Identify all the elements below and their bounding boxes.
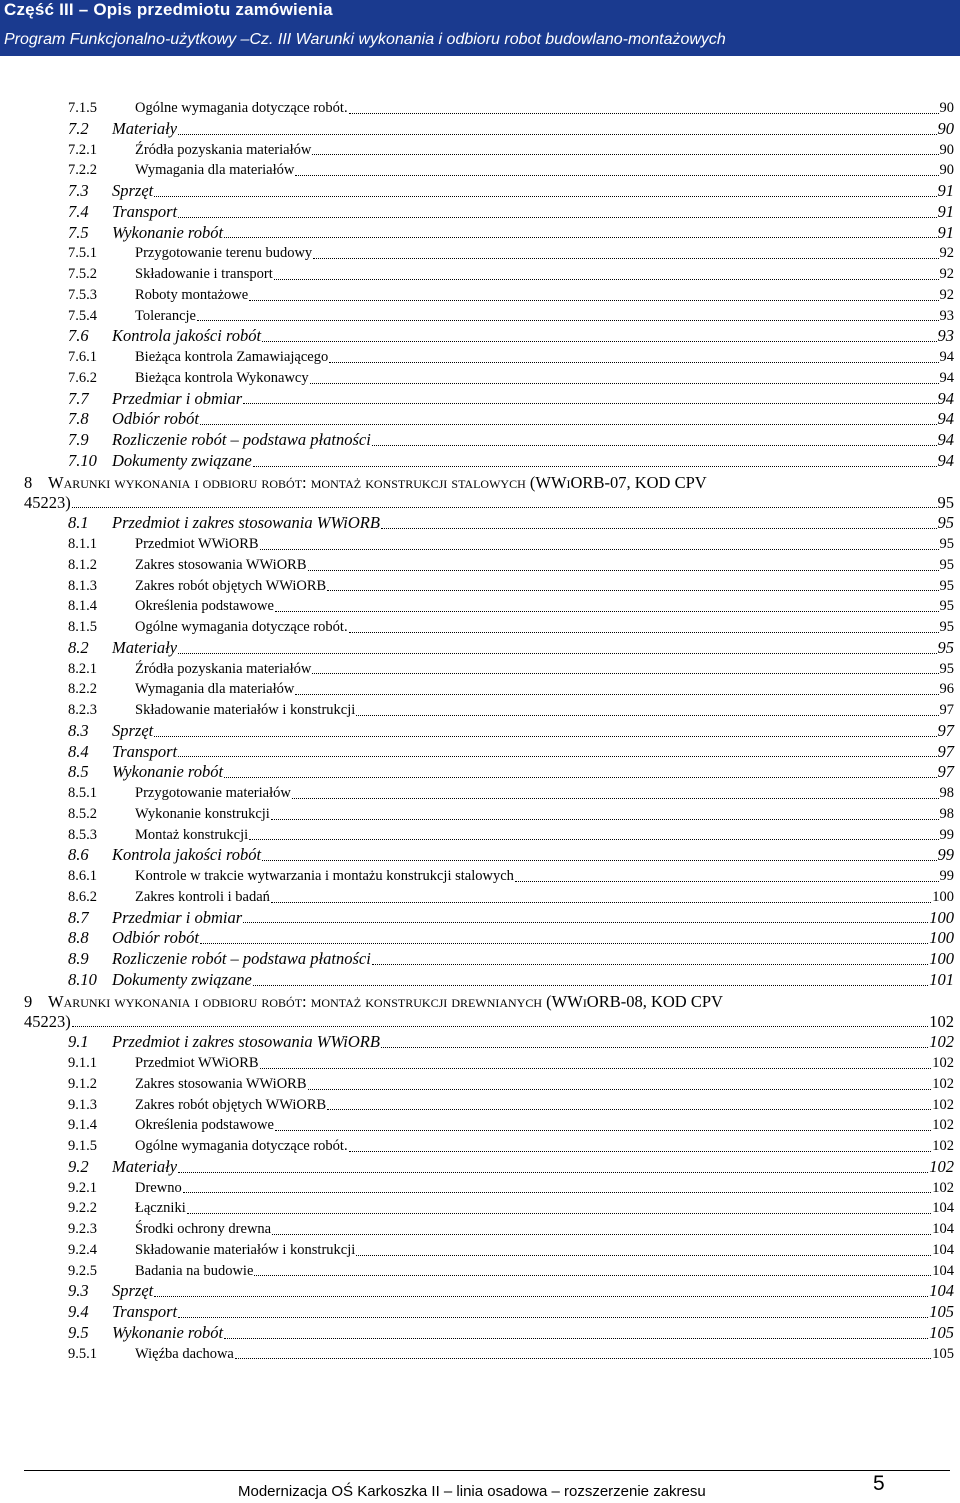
toc-entry-page: 105 [929, 1302, 954, 1321]
toc-entry-number: 8.6 [68, 845, 89, 865]
toc-entry-page: 94 [937, 388, 954, 408]
toc-entry-title: Rozliczenie robót – podstawa płatności [112, 949, 371, 968]
toc-entry-number: 7.2.2 [68, 162, 97, 179]
toc-entry-number: 9.2.2 [68, 1200, 97, 1217]
toc-entry-page: 104 [931, 1198, 954, 1219]
toc-entry-page: 97 [937, 762, 954, 782]
toc-entry-page: 90 [939, 98, 955, 119]
toc-entry-page: 93 [937, 326, 954, 346]
toc-entry-title: Dokumenty związane [112, 969, 252, 989]
toc-entry-title: Odbiór robót [112, 409, 199, 429]
toc-entry-title: Przedmiar i obmiar [112, 388, 243, 408]
toc-entry-title: Montaż konstrukcji [135, 825, 249, 846]
toc-dot-leader [254, 1256, 931, 1277]
toc-entry-title: Kontrola jakości robót [112, 845, 262, 865]
toc-dot-leader [515, 861, 939, 882]
toc-entry-title: Badania na budowie [135, 1261, 254, 1282]
toc-entry-page: 98 [939, 783, 955, 804]
toc-dot-leader [312, 654, 939, 675]
toc-entry-page: 92 [939, 285, 955, 306]
toc-entry-page: 91 [937, 201, 954, 221]
toc-entry-number: 9 [24, 991, 33, 1011]
toc-entry-number: 7.6.1 [68, 349, 97, 365]
toc-dot-leader [275, 591, 939, 612]
toc-entry-page: 99 [937, 845, 954, 865]
toc-entry-page: 105 [931, 1344, 954, 1365]
toc-entry-number: 9.1.1 [68, 1055, 97, 1071]
toc-entry-page: 91 [937, 222, 954, 242]
document-header [0, 0, 960, 56]
toc-entry-number: 8.10 [68, 969, 97, 989]
toc-dot-leader [178, 737, 937, 758]
toc-dot-leader [295, 674, 939, 695]
toc-entry-page: 90 [939, 160, 955, 181]
toc-dot-leader [356, 695, 939, 716]
toc-entry-title: Zakres stosowania WWiORB [135, 555, 308, 576]
toc-entry-title: Materiały [112, 637, 178, 657]
toc-entry-page: 95 [939, 659, 955, 680]
toc-entry-number: 9.2.1 [68, 1179, 97, 1196]
toc-dot-leader [154, 1276, 928, 1297]
toc-entry-number: 9.2.3 [68, 1221, 97, 1237]
toc-dot-leader [200, 923, 928, 944]
toc-entry[interactable] [24, 970, 954, 991]
toc-entry-page: 102 [931, 1074, 954, 1095]
toc-entry-title: Sprzęt [112, 181, 154, 200]
toc-entry-title: Sprzęt [112, 720, 154, 740]
toc-entry-title: Dokumenty związane [112, 450, 252, 470]
toc-entry-page: 93 [939, 306, 955, 327]
toc-dot-leader [310, 363, 939, 384]
toc-entry-title: Odbiór robót [112, 928, 199, 948]
toc-entry-page: 97 [939, 700, 955, 721]
toc-entry-page: 104 [929, 1281, 954, 1301]
toc-entry-number: 9.1 [68, 1032, 89, 1052]
toc-entry-number: 8.7 [68, 907, 89, 927]
toc-entry-title: Zakres robót objętych WWiORB [135, 576, 327, 597]
toc-entry-title: Przedmiar i obmiar [112, 907, 243, 927]
toc-entry-title: Bieżąca kontrola Wykonawcy [135, 368, 310, 389]
toc-dot-leader [178, 197, 937, 218]
toc-dot-leader [72, 1007, 928, 1028]
toc-entry-page: 101 [929, 969, 954, 989]
toc-dot-leader [271, 882, 931, 903]
toc-entry-page: 102 [929, 1011, 954, 1031]
toc-entry-title: Ogólne wymagania dotyczące robót. [135, 1136, 349, 1157]
toc-entry-number: 8.1.5 [68, 619, 97, 635]
toc-dot-leader [313, 238, 939, 259]
toc-entry-number: 8 [24, 472, 33, 492]
toc-entry-number: 7.1.5 [68, 100, 97, 116]
toc-entry-title: Środki ochrony drewna [135, 1219, 272, 1240]
toc-entry-page: 104 [931, 1240, 954, 1261]
toc-entry-title: Warunki wykonania i odbioru robót: montaż konstrukcji stalowych (WWiORB-07, KOD CPV [48, 472, 707, 492]
toc-entry[interactable] [24, 451, 954, 472]
toc-dot-leader [271, 799, 939, 820]
toc-entry-title: Kontrole w trakcie wytwarzania i montażu konstrukcji stalowych [135, 866, 515, 887]
toc-entry-page: 95 [939, 576, 955, 597]
toc-entry-title: Zakres robót objętych WWiORB [135, 1095, 327, 1116]
toc-entry-title: Źródła pozyskania materiałów [135, 659, 312, 680]
toc-entry-number: 7.9 [68, 430, 89, 449]
toc-dot-leader [154, 716, 937, 737]
toc-dot-leader [224, 218, 937, 239]
toc-dot-leader [249, 280, 939, 301]
toc-entry-number: 8.6.2 [68, 888, 97, 905]
toc-entry[interactable] [24, 1344, 954, 1365]
toc-dot-leader [349, 93, 939, 114]
toc-dot-leader [178, 1297, 928, 1318]
toc-dot-leader [243, 903, 928, 924]
toc-entry-title: Bieżąca kontrola Zamawiającego [135, 347, 329, 368]
toc-entry-title: Zakres kontroli i badań [135, 887, 271, 908]
toc-entry-number: 7.5 [68, 222, 89, 242]
toc-entry-number: 8.2 [68, 637, 89, 657]
toc-entry-page: 90 [937, 118, 954, 138]
toc-dot-leader [262, 321, 937, 342]
toc-entry-number: 7.7 [68, 388, 89, 408]
toc-entry-number: 8.5.1 [68, 785, 97, 801]
toc-entry-number: 7.8 [68, 409, 89, 429]
toc-entry-number: 8.9 [68, 949, 89, 968]
toc-entry-title: Drewno [135, 1178, 183, 1199]
toc-entry-title: Wymagania dla materiałów [135, 679, 295, 700]
toc-entry-title: Przygotowanie materiałów [135, 783, 292, 804]
toc-dot-leader [372, 425, 937, 446]
toc-entry-title: Wymagania dla materiałów [135, 160, 295, 181]
toc-entry-page: 102 [931, 1095, 954, 1116]
toc-entry-page: 102 [931, 1053, 954, 1074]
toc-entry-number: 7.3 [68, 181, 89, 200]
toc-entry-title: Łączniki [135, 1198, 187, 1219]
toc-dot-leader [178, 633, 937, 654]
toc-entry-page: 102 [929, 1156, 954, 1176]
toc-entry-title: Składowanie materiałów i konstrukcji [135, 700, 356, 721]
toc-entry-page: 100 [929, 907, 954, 927]
toc-entry-title: Ogólne wymagania dotyczące robót. [135, 617, 349, 638]
toc-entry-number: 9.5.1 [68, 1345, 97, 1362]
toc-dot-leader [224, 1318, 928, 1339]
toc-entry-page: 90 [939, 140, 955, 161]
toc-dot-leader [249, 820, 939, 841]
toc-entry-title: Przedmiot i zakres stosowania WWiORB [112, 1032, 380, 1052]
toc-entry-title: Składowanie materiałów i konstrukcji [135, 1240, 356, 1261]
toc-entry-page: 102 [931, 1115, 954, 1136]
toc-entry-number: 9.4 [68, 1302, 89, 1321]
toc-entry-page: 94 [939, 368, 955, 389]
toc-entry-number: 8.1.3 [68, 577, 97, 594]
toc-entry-page: 95 [937, 637, 954, 657]
toc-entry-page: 102 [929, 1032, 954, 1052]
header-subtitle: Program Funkcjonalno-użytkowy –Cz. III Warunki wykonania i odbioru robot budowlano-montażowych [4, 31, 726, 48]
toc-entry-page: 95 [939, 534, 955, 555]
toc-entry-number: 8.2.1 [68, 660, 97, 677]
toc-entry-number: 8.5.2 [68, 805, 97, 822]
toc-entry-page: 94 [937, 409, 954, 429]
toc-entry-number: 9.5 [68, 1322, 89, 1342]
toc-entry-number: 7.5.1 [68, 245, 97, 262]
toc-entry-page: 104 [931, 1261, 954, 1282]
toc-entry-page: 95 [937, 492, 954, 512]
toc-entry-page: 94 [937, 450, 954, 470]
toc-entry-title: Więźba dachowa [135, 1344, 235, 1365]
toc-entry-number: 8.5.3 [68, 826, 97, 843]
toc-entry-title: Rozliczenie robót – podstawa płatności [112, 430, 371, 449]
toc-entry-title: Składowanie i transport [135, 264, 274, 285]
toc-entry-title: Określenia podstawowe [135, 596, 275, 617]
toc-entry-number: 7.5.4 [68, 307, 97, 324]
toc-entry-page: 102 [931, 1178, 954, 1199]
toc-entry-page: 92 [939, 264, 955, 285]
toc-entry-number: 7.6.2 [68, 369, 97, 386]
toc-entry-page: 100 [931, 887, 954, 908]
toc-entry-title: Ogólne wymagania dotyczące robót. [135, 98, 349, 119]
footer-divider [24, 1470, 950, 1471]
toc-entry-title: Materiały [112, 1156, 178, 1176]
toc-entry-title: Transport [112, 1302, 178, 1321]
toc-entry-page: 97 [937, 720, 954, 740]
toc-dot-leader [295, 155, 939, 176]
toc-entry-number: 8.3 [68, 720, 89, 740]
toc-entry-title: Wykonanie robót [112, 762, 224, 782]
toc-entry-page: 105 [929, 1322, 954, 1342]
toc-dot-leader [312, 135, 939, 156]
toc-entry-page: 95 [939, 596, 955, 617]
page-number: 5 [873, 1472, 885, 1495]
toc-entry-title: Przedmiot WWiORB [135, 1053, 260, 1074]
toc-entry-page: 99 [939, 825, 955, 846]
toc-entry-title: Zakres stosowania WWiORB [135, 1074, 308, 1095]
toc-dot-leader [187, 1193, 931, 1214]
toc-entry-title: Przygotowanie terenu budowy [135, 243, 313, 264]
toc-entry-number: 9.2 [68, 1156, 89, 1176]
toc-entry-number: 9.2.4 [68, 1241, 97, 1258]
toc-entry-number: 7.6 [68, 326, 89, 346]
footer-text: Modernizacja OŚ Karkoszka II – linia osadowa – rozszerzenie zakresu [238, 1483, 706, 1500]
toc-entry-number: 7.2 [68, 118, 89, 138]
toc-entry-title: 45223) [24, 1011, 71, 1031]
toc-entry-number: 8.2.2 [68, 681, 97, 698]
toc-dot-leader [274, 259, 939, 280]
toc-entry-number: 7.2.1 [68, 141, 97, 158]
toc-dot-leader [72, 488, 937, 509]
toc-entry-page: 95 [939, 555, 955, 576]
toc-entry-page: 95 [937, 513, 954, 533]
toc-entry-title: 45223) [24, 492, 71, 512]
toc-dot-leader [253, 446, 937, 467]
toc-dot-leader [327, 571, 939, 592]
toc-dot-leader [154, 176, 937, 197]
toc-dot-leader [262, 840, 937, 861]
toc-dot-leader [197, 301, 939, 322]
toc-entry-number: 7.4 [68, 201, 89, 221]
toc-dot-leader [308, 550, 939, 571]
toc-dot-leader [224, 757, 937, 778]
toc-entry-page: 94 [939, 347, 955, 368]
document-footer [0, 1470, 960, 1503]
toc-dot-leader [272, 1214, 931, 1235]
toc-entry-number: 9.1.2 [68, 1075, 97, 1092]
toc-entry-page: 95 [939, 617, 955, 638]
toc-entry-title: Wykonanie robót [112, 222, 224, 242]
toc-entry-title: Określenia podstawowe [135, 1115, 275, 1136]
toc-entry-number: 8.1.2 [68, 556, 97, 573]
toc-dot-leader [308, 1069, 931, 1090]
toc-dot-leader [372, 944, 928, 965]
toc-entry-number: 7.10 [68, 450, 97, 470]
toc-entry-number: 9.1.4 [68, 1117, 97, 1134]
toc-entry-title: Warunki wykonania i odbioru robót: montaż konstrukcji drewnianych (WWiORB-08, KOD CPV [48, 991, 723, 1011]
toc-entry-title: Transport [112, 741, 178, 761]
toc-dot-leader [178, 114, 937, 135]
toc-entry-title: Tolerancje [135, 306, 197, 327]
toc-dot-leader [381, 1027, 928, 1048]
toc-dot-leader [178, 1152, 928, 1173]
toc-entry-page: 102 [931, 1136, 954, 1157]
toc-entry-title: Źródła pozyskania materiałów [135, 140, 312, 161]
toc-entry-title: Roboty montażowe [135, 285, 249, 306]
toc-entry-number: 9.3 [68, 1281, 89, 1301]
header-title: Część III – Opis przedmiotu zamówienia [4, 0, 333, 19]
toc-entry-number: 9.2.5 [68, 1262, 97, 1279]
toc-entry-number: 8.5 [68, 762, 89, 782]
toc-entry-page: 92 [939, 243, 955, 264]
toc-entry-title: Materiały [112, 118, 178, 138]
toc-dot-leader [260, 1048, 931, 1069]
toc-dot-leader [260, 529, 939, 550]
toc-entry-number: 8.8 [68, 928, 89, 948]
toc-dot-leader [200, 404, 937, 425]
toc-entry-page: 98 [939, 804, 955, 825]
toc-dot-leader [243, 384, 937, 405]
toc-entry-number: 8.1.1 [68, 536, 97, 552]
toc-entry-number: 8.2.3 [68, 702, 97, 718]
toc-entry-number: 7.5.3 [68, 286, 97, 303]
toc-entry-number: 9.1.5 [68, 1138, 97, 1154]
toc-dot-leader [183, 1173, 931, 1194]
toc-dot-leader [327, 1090, 931, 1111]
toc-dot-leader [275, 1110, 931, 1131]
toc-entry-page: 97 [937, 741, 954, 761]
table-of-contents [24, 98, 954, 1364]
toc-dot-leader [349, 612, 939, 633]
toc-entry-number: 9.1.3 [68, 1096, 97, 1113]
toc-entry-number: 8.6.1 [68, 868, 97, 884]
toc-dot-leader [381, 508, 937, 529]
toc-entry-title: Wykonanie konstrukcji [135, 804, 271, 825]
toc-dot-leader [329, 342, 939, 363]
toc-entry-number: 7.5.2 [68, 266, 97, 282]
toc-entry-page: 99 [939, 866, 955, 887]
toc-dot-leader [349, 1131, 931, 1152]
toc-entry-title: Przedmiot WWiORB [135, 534, 260, 555]
toc-entry-number: 8.1.4 [68, 598, 97, 615]
toc-dot-leader [235, 1339, 931, 1360]
toc-entry-page: 104 [931, 1219, 954, 1240]
toc-entry-number: 8.4 [68, 741, 89, 761]
toc-dot-leader [356, 1235, 931, 1256]
toc-entry-page: 94 [937, 430, 954, 449]
toc-dot-leader [253, 965, 928, 986]
toc-dot-leader [292, 778, 939, 799]
toc-entry-page: 100 [929, 928, 954, 948]
toc-entry-page: 96 [939, 679, 955, 700]
toc-entry-page: 91 [937, 181, 954, 200]
toc-entry-title: Sprzęt [112, 1281, 154, 1301]
toc-entry-title: Przedmiot i zakres stosowania WWiORB [112, 513, 380, 533]
toc-entry-title: Transport [112, 201, 178, 221]
toc-entry-number: 8.1 [68, 513, 89, 533]
toc-entry-page: 100 [929, 949, 954, 968]
toc-entry-title: Kontrola jakości robót [112, 326, 262, 346]
toc-entry-title: Wykonanie robót [112, 1322, 224, 1342]
